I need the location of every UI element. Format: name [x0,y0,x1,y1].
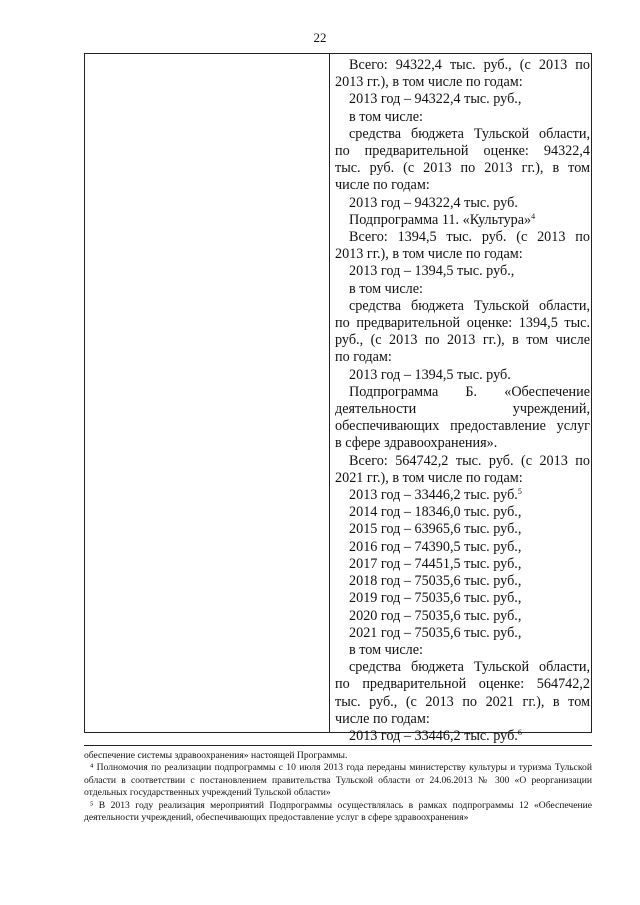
program-table [84,53,592,744]
funding-cell [335,57,590,745]
funding-line: 2013 год – 94322,4 тыс. руб. [349,194,518,211]
funding-line: 2013 год – 33446,2 тыс. руб.$^5$ [349,487,522,504]
funding-line: обеспечивающих предоставление услуг [335,418,590,435]
funding-line: Всего: 94322,4 тыс. руб., (с 2013 по [349,57,590,73]
funding-line: числе по годам: [335,710,430,727]
funding-line: 2013 год – 1394,5 тыс. руб., [349,263,515,280]
funding-line: 2013 год – 94322,4 тыс. руб., [349,91,522,108]
funding-line: 2019 год – 75035,6 тыс. руб., [349,590,522,607]
funding-line: в сфере здравоохранения». [335,435,498,452]
funding-line: в том числе: [349,280,423,297]
funding-line: 2021 гг.), в том числе по годам: [335,469,523,486]
funding-line: Подпрограмма Б. «Обеспечение [349,383,590,400]
funding-line: 2016 год – 74390,5 тыс. руб., [349,538,522,555]
footnotes [84,745,592,824]
funding-line: 2013 гг.), в том числе по годам: [335,246,523,263]
funding-line: 2020 год – 75035,6 тыс. руб., [349,607,522,624]
funding-line: 2015 год – 63965,6 тыс. руб., [349,521,522,538]
funding-line: средства бюджета Тульской области, [349,297,590,314]
funding-line: числе по годам: [335,177,430,194]
funding-line: средства бюджета Тульской области, [349,125,590,142]
footnote-ref: 4 [531,211,536,221]
funding-line: по годам: [335,349,392,366]
funding-line: по предварительной оценке: 564742,2 [335,676,590,693]
footnote: обеспечение системы здравоохранения» настоящей Программы. [84,750,348,761]
funding-line: Подпрограмма 11. «Культура»$^4$ [349,211,536,228]
footnote-ref: 6 [517,727,522,737]
funding-line: в том числе: [349,108,423,125]
footnote-rule [84,745,592,746]
funding-line: 2017 год – 74451,5 тыс. руб., [349,555,522,572]
funding-line: 2018 год – 75035,6 тыс. руб., [349,573,522,590]
funding-line: 2014 год – 18346,0 тыс. руб., [349,504,522,521]
footnote: ⁴ Полномочия по реализации подпрограммы с 10 июля 2013 года переданы министерству культуры и туризма Тульской области в соответствии с постановлением правительства Тульской области от 24.06.2013 № 300 «О реорганизации отдельных государственных учреждений Тульской области» [84,762,592,799]
funding-line: деятельности учреждений, [335,401,590,418]
funding-line: в том числе: [349,641,423,658]
column-divider [329,54,330,732]
page-number: 22 [313,30,327,45]
funding-line: 2013 год – 33446,2 тыс. руб.$^6$ [349,727,522,744]
funding-line: 2021 год – 75035,6 тыс. руб., [349,624,522,641]
funding-line: 2013 год – 1394,5 тыс. руб. [349,366,511,383]
footnote-ref: 5 [517,487,522,497]
funding-line: руб., (с 2013 по 2013 гг.), в том числе [335,332,590,349]
footnote: ⁵ В 2013 году реализация мероприятий Подпрограммы осуществлялась в рамках подпрограммы 12 «Обеспечение деятельности учреждений, обеспечивающих предоставление услуг в сфере здравоохранения» [84,799,592,824]
funding-line: 2013 гг.), в том числе по годам: [335,74,523,91]
funding-line: тыс. руб., (с 2013 по 2021 гг.), в том [335,693,590,710]
funding-line: по предварительной оценке: 94322,4 [335,143,590,160]
funding-line: тыс. руб. (с 2013 по 2013 гг.), в том [335,160,590,177]
funding-line: средства бюджета Тульской области, [349,659,590,676]
funding-line: Всего: 1394,5 тыс. руб. (с 2013 по [349,229,590,246]
funding-line: по предварительной оценке: 1394,5 тыс. [335,315,590,332]
funding-line: Всего: 564742,2 тыс. руб. (с 2013 по [349,452,590,469]
